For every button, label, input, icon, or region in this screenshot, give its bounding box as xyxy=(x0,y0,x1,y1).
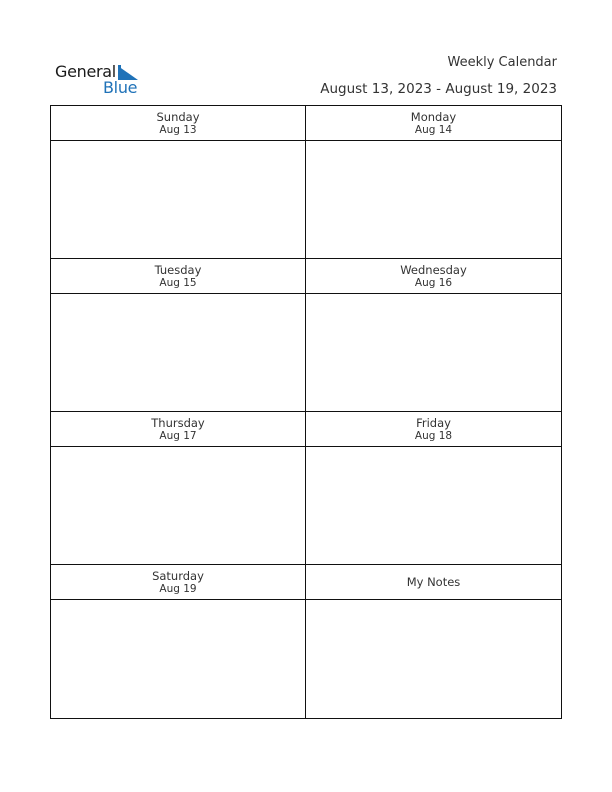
day-writing-area[interactable] xyxy=(51,600,305,718)
day-name: Thursday xyxy=(151,415,205,430)
day-date: Aug 16 xyxy=(414,276,453,289)
day-writing-area[interactable] xyxy=(51,294,305,411)
day-header xyxy=(51,106,305,141)
day-header xyxy=(306,259,561,294)
notes-header xyxy=(306,565,561,600)
day-header xyxy=(306,106,561,141)
day-writing-area[interactable] xyxy=(306,141,561,258)
notes-label: My Notes xyxy=(406,575,461,589)
day-name: Tuesday xyxy=(154,262,202,277)
day-name: Sunday xyxy=(156,109,200,124)
day-date: Aug 17 xyxy=(159,429,197,442)
page-title: Weekly Calendar xyxy=(447,55,557,70)
day-date: Aug 15 xyxy=(159,276,197,289)
day-cell-monday xyxy=(306,106,561,259)
day-writing-area[interactable] xyxy=(306,447,561,564)
day-date: Aug 13 xyxy=(159,123,197,136)
day-date: Aug 14 xyxy=(414,123,453,136)
day-name: Saturday xyxy=(152,568,204,583)
day-header xyxy=(51,259,305,294)
day-header xyxy=(51,412,305,447)
day-header xyxy=(306,412,561,447)
day-name: Wednesday xyxy=(400,262,467,277)
day-cell-saturday xyxy=(51,565,306,718)
day-name: Monday xyxy=(410,109,457,124)
day-cell-thursday xyxy=(51,412,306,565)
day-cell-tuesday xyxy=(51,259,306,412)
notes-writing-area[interactable] xyxy=(306,600,561,718)
day-cell-sunday xyxy=(51,106,306,259)
day-writing-area[interactable] xyxy=(51,141,305,258)
day-date: Aug 18 xyxy=(414,429,453,442)
day-cell-friday xyxy=(306,412,561,565)
logo-word-blue: Blue xyxy=(103,78,138,97)
day-cell-wednesday xyxy=(306,259,561,412)
logo-word-general: General xyxy=(55,62,116,81)
day-date: Aug 19 xyxy=(159,582,197,595)
day-header xyxy=(51,565,305,600)
day-writing-area[interactable] xyxy=(51,447,305,564)
notes-cell xyxy=(306,565,561,718)
weekly-calendar-grid xyxy=(50,105,562,719)
day-writing-area[interactable] xyxy=(306,294,561,411)
day-name: Friday xyxy=(416,415,451,430)
date-range: August 13, 2023 - August 19, 2023 xyxy=(320,81,557,97)
general-blue-logo xyxy=(55,62,145,98)
